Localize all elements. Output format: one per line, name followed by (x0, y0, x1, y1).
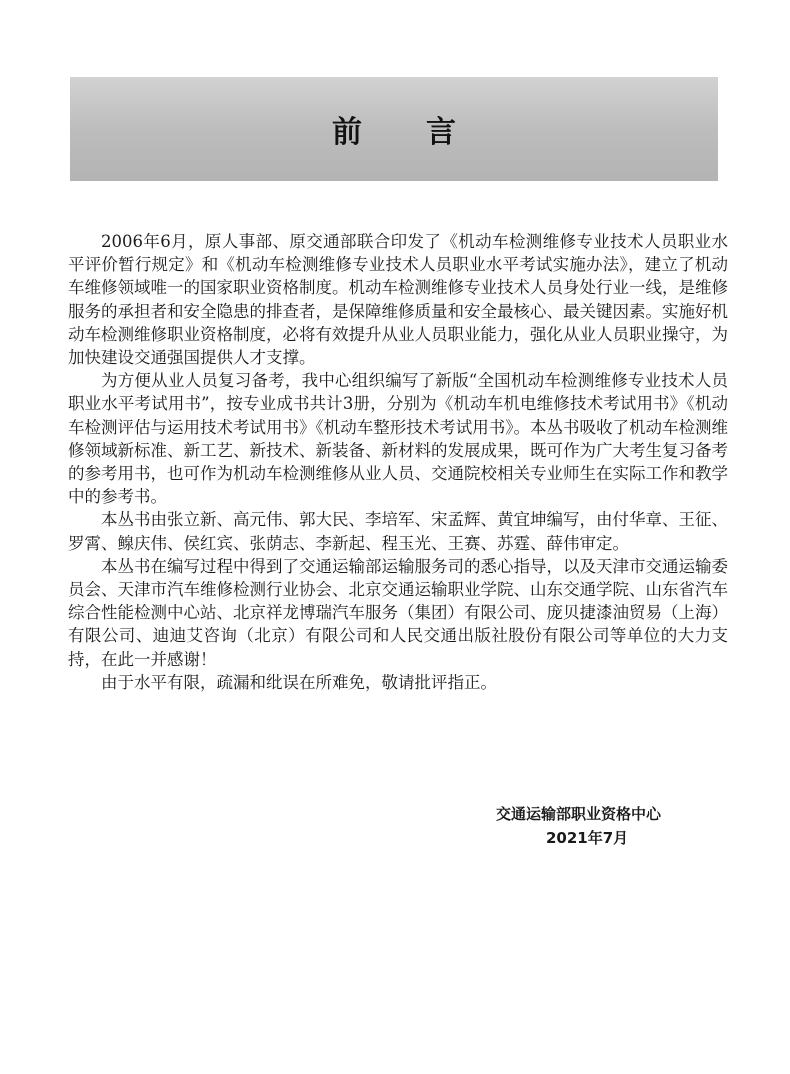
paragraph: 本丛书由张立新、高元伟、郭大民、李培军、宋孟辉、黄宜坤编写，由付华章、王征、罗霄、鳈庆伟、侯红宾、张荫志、李新起、程玉光、王赛、苏霆、薛伟审定。 (68, 510, 728, 553)
signature-date: 2021年7月 (546, 829, 629, 847)
page-title: 前言 (332, 115, 520, 150)
title-banner (70, 77, 718, 181)
signature-organization: 交通运输部职业资格中心 (496, 805, 662, 823)
signature-block (470, 802, 730, 850)
paragraph: 由于水平有限，疏漏和纰误在所难免，敬请批评指正。 (101, 672, 497, 692)
preface-body (68, 230, 728, 694)
paragraph: 本丛书在编写过程中得到了交通运输部运输服务司的悉心指导，以及天津市交通运输委员会、天津市汽车维修检测行业协会、北京交通运输职业学院、山东交通学院、山东省汽车综合性能检测中心站、北京祥龙博瑞汽车服务（集团）有限公司、庞贝捷漆油贸易（上海）有限公司、迪迪艾咨询（北京）有限公司和人民交通出版社股份有限公司等单位的大力支持，在此一并感谢！ (68, 556, 728, 669)
paragraph: 为方便从业人员复习备考，我中心组织编写了新版“全国机动车检测维修专业技术人员职业水平考试用书”，按专业成书共计3册，分别为《机动车机电维修技术考试用书》《机动车检测评估与运用技术考试用书》《机动车整形技术考试用书》。本丛书吸收了机动车检测维修领域新标准、新工艺、新技术、新装备、新材料的发展成果，既可作为广大考生复习备考的参考用书，也可作为机动车检测维修从业人员、交通院校相关专业师生在实际工作和教学中的参考书。 (68, 371, 728, 507)
paragraph: 2006年6月，原人事部、原交通部联合印发了《机动车检测维修专业技术人员职业水平评价暂行规定》和《机动车检测维修专业技术人员职业水平考试实施办法》，建立了机动车维修领域唯一的国家职业资格制度。机动车检测维修专业技术人员身处行业一线，是维修服务的承担者和安全隐患的排查者，是保障维修质量和安全最核心、最关键因素。实施好机动车检测维修职业资格制度，必将有效提升从业人员职业能力，强化从业人员职业操守，为加快建设交通强国提供人才支撑。 (68, 232, 728, 368)
